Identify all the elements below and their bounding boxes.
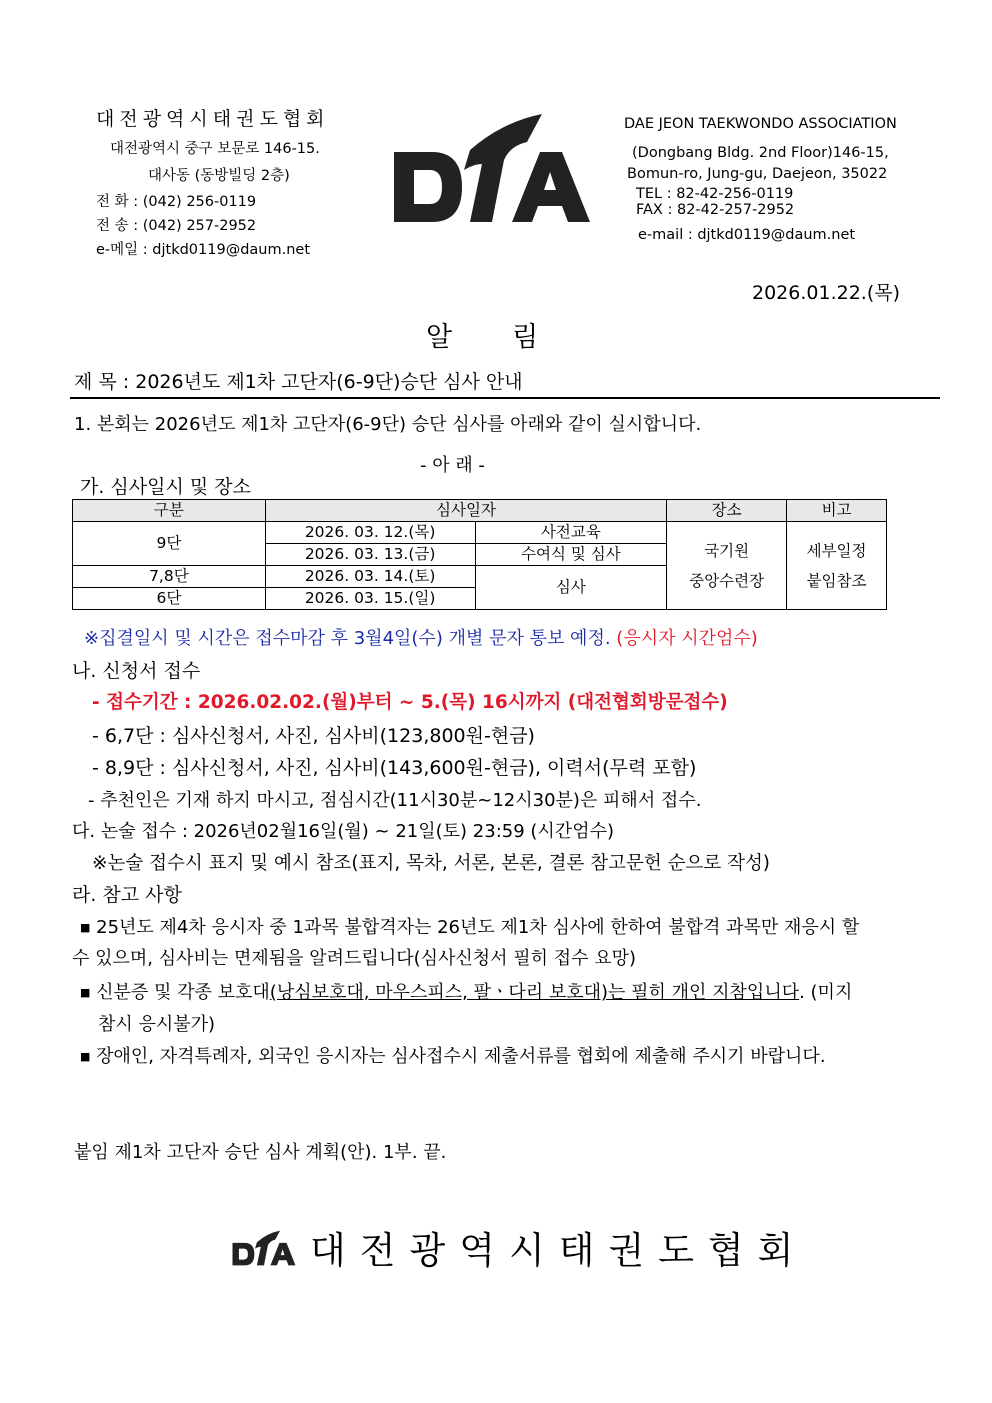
reference-item-2-line2: 참시 응시불가) [98, 1014, 216, 1035]
table-header-place: 장소 [667, 500, 787, 522]
table-cell-date: 2026. 03. 12.(목) [265, 522, 475, 544]
bullet-icon: ■ [80, 986, 91, 999]
reference-item-2-underlined: (낭심보호대, 마우스피스, 팔ㆍ다리 보호대)는 필히 개인 지참입니다 [269, 982, 800, 1003]
reference-item-2-post: . (미지 [799, 982, 853, 1003]
note-line1: 세부일정 [806, 541, 867, 560]
org-address-en-line1: (Dongbang Bldg. 2nd Floor)146-15, [632, 145, 889, 161]
assembly-notice-text: ※집결일시 및 시간은 접수마감 후 3월4일(수) 개별 문자 통보 예정. [84, 628, 611, 649]
table-cell-desc: 사전교육 [475, 522, 667, 544]
place-line1: 국기원 [704, 541, 750, 560]
bullet-icon: ■ [80, 921, 91, 934]
reference-item-1 [80, 913, 859, 939]
reference-item-2-pre: 신분증 및 각종 보호대 [96, 982, 270, 1003]
footer-dta-logo [228, 1230, 300, 1266]
org-address-en-line2: Bomun-ro, Jung-gu, Daejeon, 35022 [627, 166, 888, 182]
table-cell-date: 2026. 03. 14.(토) [265, 566, 475, 588]
org-tel: 전 화 : (042) 256-0119 [96, 194, 257, 210]
reference-item-1-line1: 25년도 제4차 응시자 중 1과목 불합격자는 26년도 제1차 심사에 한하여 불합격 과목만 재응시 할 [96, 917, 860, 938]
table-cell-place [667, 522, 787, 610]
paragraph-1: 1. 본회는 2026년도 제1차 고단자(6-9단) 승단 심사를 아래와 같이 실시합니다. [74, 414, 702, 435]
note-line2: 붙임참조 [806, 571, 867, 590]
table-cell-grade: 9단 [73, 522, 266, 566]
org-fax-en: FAX : 82-42-257-2952 [636, 202, 795, 218]
table-cell-date: 2026. 03. 15.(일) [265, 588, 475, 610]
org-address-line1: 대전광역시 중구 보문로 146-15. [110, 141, 320, 157]
table-cell-grade: 6단 [73, 588, 266, 610]
reference-item-1-line2: 수 있으며, 심사비는 면제됨을 알려드립니다(심사신청서 필히 접수 요망) [72, 948, 637, 969]
table-cell-desc: 심사 [475, 566, 667, 610]
document-date: 2026.01.22.(목) [752, 282, 901, 304]
table-cell-grade: 7,8단 [73, 566, 266, 588]
table-header-note: 비고 [787, 500, 887, 522]
attachment-note: 붙임 제1차 고단자 승단 심사 계획(안). 1부. 끝. [74, 1142, 447, 1163]
org-name-kr: 대전광역시태권도협회 [96, 108, 330, 130]
org-fax: 전 송 : (042) 257-2952 [96, 218, 257, 234]
org-name-en: DAE JEON TAEKWONDO ASSOCIATION [624, 116, 897, 132]
table-header-date: 심사일자 [265, 500, 666, 522]
table-cell-note [787, 522, 887, 610]
document-title: 알림 [426, 322, 599, 353]
assembly-notice-emphasis: (응시자 시간엄수) [616, 628, 758, 649]
footer-org-name: 대전광역시태권도협회 [310, 1229, 808, 1272]
requirement-67dan: - 6,7단 : 심사신청서, 사진, 심사비(123,800원-현금) [92, 725, 535, 747]
table-header-grade: 구분 [73, 500, 266, 522]
dta-logo [392, 112, 592, 224]
reference-item-3 [80, 1042, 826, 1068]
assembly-notice [84, 624, 758, 650]
section-ra-title: 라. 참고 사항 [72, 884, 182, 906]
document-subject: 제 목 : 2026년도 제1차 고단자(6-9단)승단 심사 안내 [74, 371, 523, 393]
table-cell-date: 2026. 03. 13.(금) [265, 544, 475, 566]
org-email-en: e-mail : djtkd0119@daum.net [638, 227, 856, 243]
application-period: - 접수기간 : 2026.02.02.(월)부터 ~ 5.(목) 16시까지 (대전협회방문접수) [92, 692, 728, 713]
place-line2: 중앙수련장 [689, 571, 765, 590]
org-tel-en: TEL : 82-42-256-0119 [636, 186, 794, 202]
table-cell-desc: 수여식 및 심사 [475, 544, 667, 566]
below-marker: - 아 래 - [420, 455, 485, 476]
schedule-table [72, 499, 887, 610]
org-address-line2: 대사동 (동방빌딩 2층) [148, 168, 290, 184]
header-divider [70, 397, 940, 399]
section-da-title: 다. 논술 접수 : 2026년02월16일(월) ~ 21일(토) 23:59 (시간엄수) [72, 821, 614, 842]
section-na-title: 나. 신청서 접수 [72, 660, 201, 682]
essay-note: ※논술 접수시 표지 및 예시 참조(표지, 목차, 서론, 본론, 결론 참고문헌 순으로 작성) [92, 853, 771, 874]
reference-item-3-text: 장애인, 자격특례자, 외국인 응시자는 심사접수시 제출서류를 협회에 제출해 주시기 바랍니다. [96, 1046, 826, 1067]
reference-item-2 [80, 978, 852, 1004]
bullet-icon: ■ [80, 1050, 91, 1063]
recommender-note: - 추천인은 기재 하지 마시고, 점심시간(11시30분~12시30분)은 피해서 접수. [88, 790, 702, 811]
requirement-89dan: - 8,9단 : 심사신청서, 사진, 심사비(143,600원-현금), 이력서(무력 포함) [92, 757, 697, 779]
org-email: e-메일 : djtkd0119@daum.net [96, 242, 311, 258]
section-ga-title: 가. 심사일시 및 장소 [80, 476, 251, 498]
